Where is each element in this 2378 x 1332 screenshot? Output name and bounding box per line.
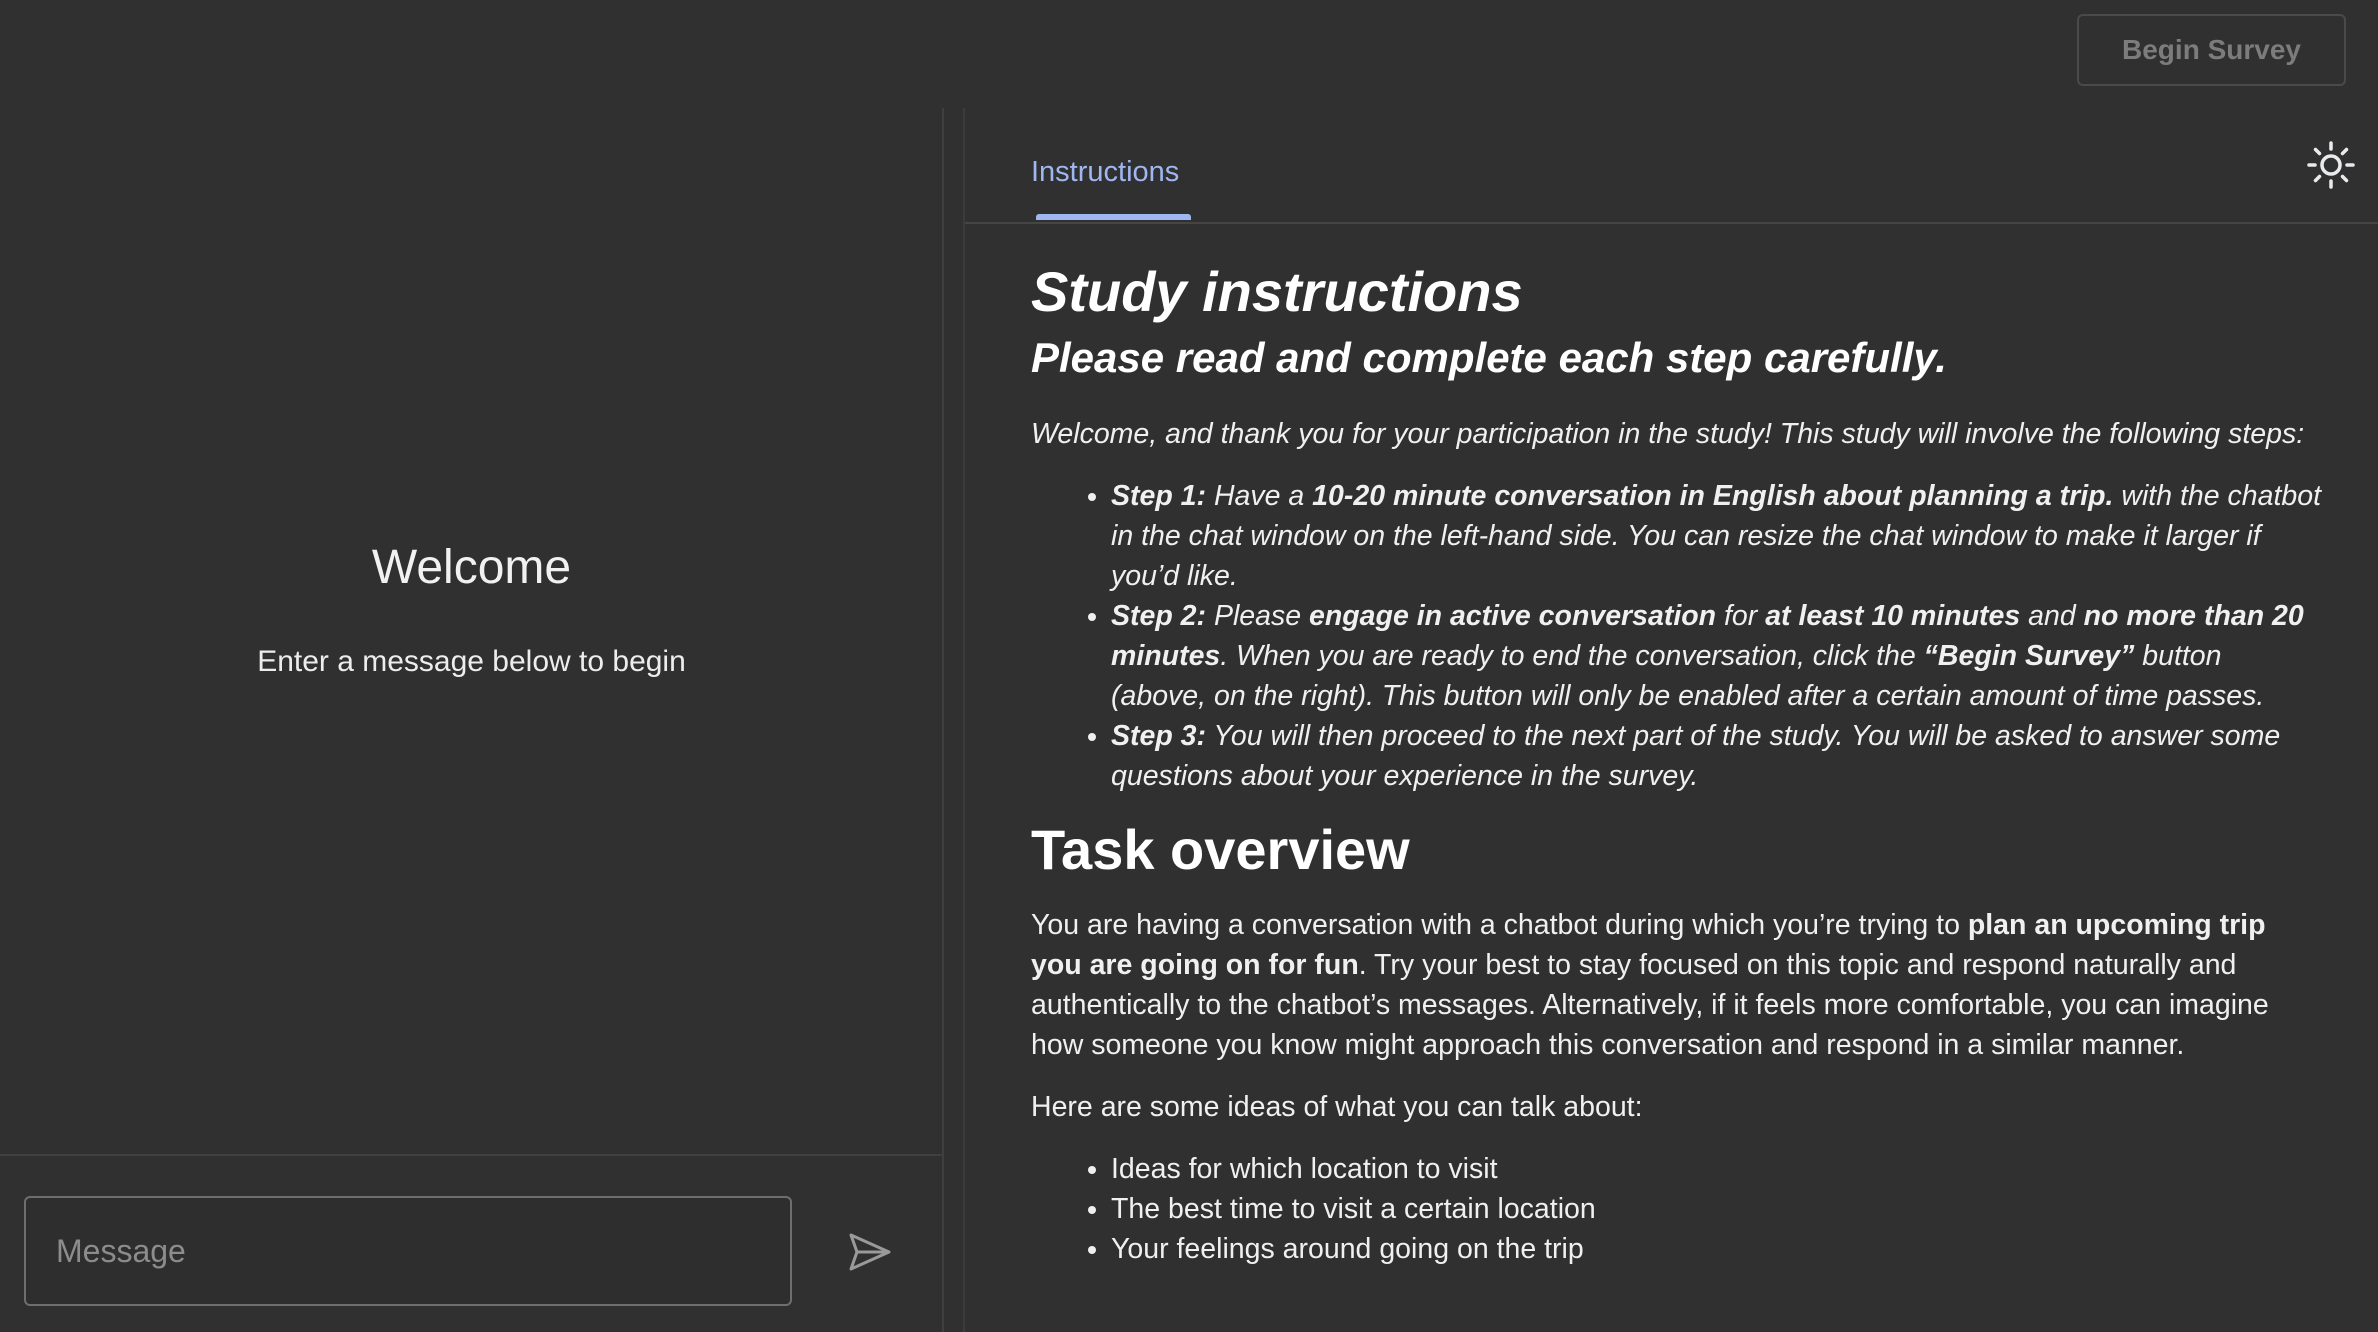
intro-paragraph: Welcome, and thank you for your participation in the study! This study will involve the following steps: [1031, 417, 2305, 450]
composer-divider [0, 1154, 943, 1156]
right-panel-border [963, 108, 965, 1332]
welcome-title: Welcome [371, 541, 572, 594]
list-item: • The best time to visit a certain location [1111, 1189, 2321, 1229]
step-3-item: • Step 3: You will then proceed to the next part of the study. You will be asked to answer some questions about your experience in the survey. [1111, 716, 2321, 796]
send-button[interactable] [840, 1222, 900, 1282]
chat-panel [0, 108, 943, 1332]
list-item: • Ideas for which location to visit [1111, 1149, 2321, 1189]
list-item: • Your feelings around going on the trip [1111, 1229, 2321, 1269]
send-icon [848, 1232, 892, 1272]
steps-list [1031, 476, 2321, 796]
begin-survey-button[interactable]: Begin Survey [2077, 14, 2346, 86]
study-instructions-heading: Study instructions [1031, 260, 1523, 323]
step-1-item: • Step 1: Have a 10-20 minute conversation in English about planning a trip. with the chatbot in the chat window on the left-hand side. You can resize the chat window to make it larger if you’d like. [1111, 476, 2321, 596]
welcome-subtitle: Enter a message below to begin [257, 645, 686, 678]
tab-bar [965, 108, 2378, 224]
active-tab-indicator [1036, 214, 1191, 220]
task-overview-paragraph: You are having a conversation with a chatbot during which you’re trying to plan an upcoming trip you are going on for fun. Try your best to stay focused on this topic and respond naturally and authentically to the chatbot’s messages. Alternatively, if it feels more comfortable, you can imagine how someone you know might approach this conversation and respond in a similar manner. [1031, 908, 2269, 1061]
task-overview-heading: Task overview [1031, 817, 1410, 881]
instructions-content [1031, 258, 2321, 1269]
panel-resize-handle[interactable] [942, 108, 944, 1332]
tab-instructions[interactable]: Instructions [1031, 156, 1180, 188]
top-bar [0, 0, 2378, 108]
step-2-item: • Step 2: Please engage in active conversation for at least 10 minutes and no more than 20 minutes. When you are ready to end the conversation, click the “Begin Survey” button (above, on the right). This button will only be enabled after a certain amount of time passes. [1111, 596, 2321, 716]
ideas-intro: Here are some ideas of what you can talk about: [1031, 1090, 1643, 1123]
sun-icon [2306, 140, 2356, 190]
theme-toggle-button[interactable] [2306, 140, 2356, 190]
read-carefully-subheading: Please read and complete each step carefully. [1031, 334, 1947, 382]
ideas-list [1031, 1149, 2321, 1269]
message-input[interactable] [24, 1196, 792, 1306]
